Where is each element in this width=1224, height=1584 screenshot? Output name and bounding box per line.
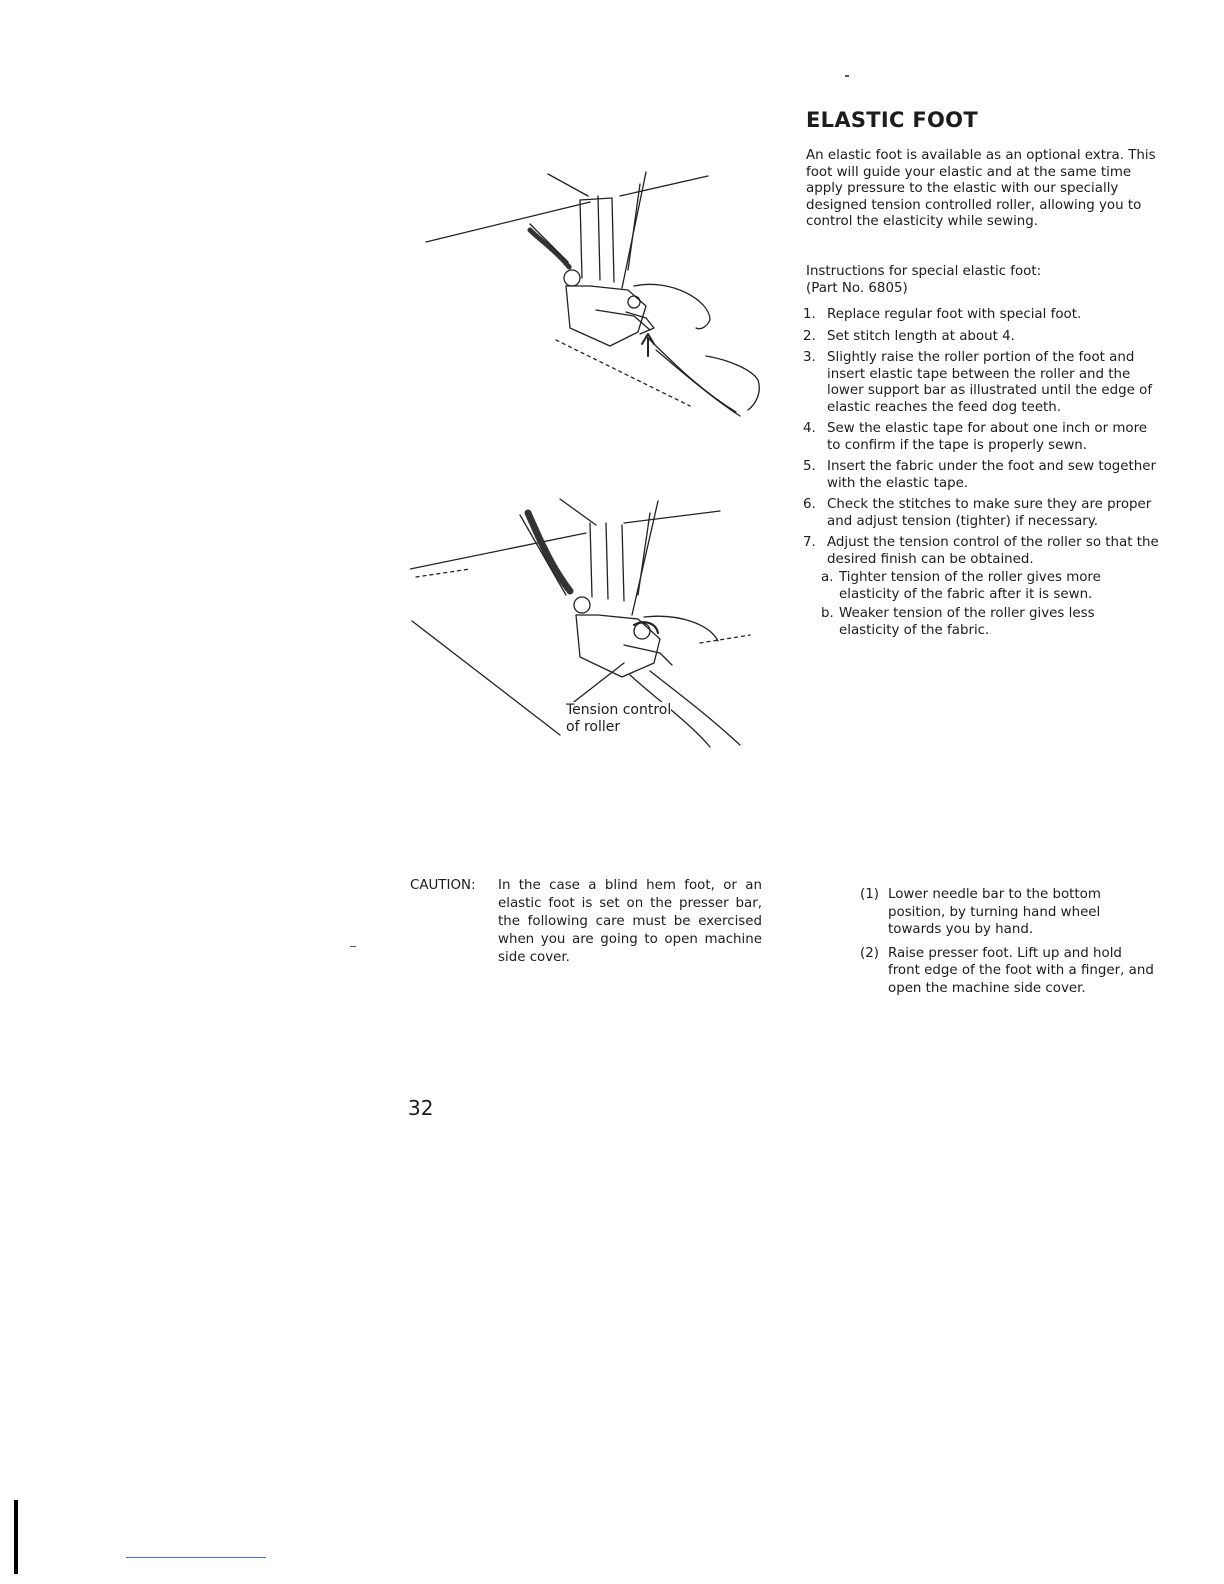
- procedure-text: Lower needle bar to the bottom position, by turning hand wheel towards you by hand.: [888, 887, 1101, 937]
- step-number: 2.: [803, 328, 816, 344]
- step-item: [803, 350, 1159, 416]
- substep-letter: b.: [821, 606, 834, 621]
- procedure-item: [860, 945, 1156, 998]
- step-text: Slightly raise the roller portion of the foot and insert elastic tape between the roller and the lower support bar as illustrated until the edge of elastic reaches the feed dog teeth.: [827, 350, 1153, 415]
- substep-letter: a.: [821, 570, 834, 585]
- caution-block: [410, 877, 762, 967]
- instructions-line-1: Instructions for special elastic foot:: [806, 264, 1042, 279]
- scan-speck: [350, 946, 356, 947]
- step-number: 5.: [803, 459, 816, 474]
- step-number: 6.: [803, 497, 816, 512]
- step-text: Check the stitches to make sure they are proper and adjust tension (tighter) if necessary.: [827, 497, 1152, 529]
- step-item: [803, 535, 1159, 568]
- page-number: 32: [408, 1096, 434, 1120]
- instructions-part-number: (Part No. 6805): [806, 280, 908, 296]
- elastic-foot-illustration-top: [420, 160, 770, 425]
- step-text: Insert the fabric under the foot and sew together with the elastic tape.: [827, 459, 1157, 491]
- step-text: Adjust the tension control of the roller so that the desired finish can be obtained.: [827, 535, 1159, 567]
- step-text: Replace regular foot with special foot.: [827, 307, 1082, 322]
- procedure-list: [860, 886, 1156, 1003]
- step-item: [803, 329, 1159, 346]
- callout-line-2: of roller: [566, 719, 621, 735]
- callout-line-1: Tension control: [566, 702, 672, 718]
- procedure-number: (1): [860, 887, 879, 902]
- step-number: 1.: [803, 307, 816, 322]
- step-item: [803, 459, 1159, 492]
- instructions-heading: [806, 264, 1158, 297]
- procedure-item: [860, 886, 1156, 939]
- step-text: Set stitch length at about 4.: [827, 328, 1015, 344]
- step-number: 4.: [803, 421, 816, 436]
- tension-control-callout: [566, 702, 671, 736]
- step-item: [803, 421, 1159, 454]
- procedure-number: (2): [860, 945, 879, 961]
- substep-text: Tighter tension of the roller gives more elasticity of the fabric after it is sewn.: [839, 570, 1101, 602]
- scan-edge-mark: [14, 1500, 18, 1574]
- substep-item: [821, 570, 1159, 603]
- scan-speck: [845, 75, 849, 77]
- caution-text: In the case a blind hem foot, or an elastic foot is set on the presser bar, the following care must be exercised when you are going to open machine side cover.: [498, 878, 762, 965]
- steps-list: [803, 307, 1159, 642]
- step-item: [803, 307, 1159, 324]
- step-number: 3.: [803, 350, 816, 365]
- scan-line: [126, 1557, 266, 1558]
- procedure-text: Raise presser foot. Lift up and hold front edge of the foot with a finger, and open the machine side cover.: [888, 945, 1154, 996]
- section-title: ELASTIC FOOT: [806, 108, 978, 132]
- intro-paragraph: An elastic foot is available as an optional extra. This foot will guide your elastic and at the same time apply pressure to the elastic with our specially designed tension controlled roller, allowing you to control the elasticity while sewing.: [806, 148, 1156, 229]
- caution-label: CAUTION:: [410, 878, 476, 893]
- step-number: 7.: [803, 535, 816, 550]
- step-item: [803, 497, 1159, 530]
- step-text: Sew the elastic tape for about one inch or more to confirm if the tape is properly sewn.: [827, 421, 1148, 453]
- substep-item: [821, 606, 1159, 639]
- substep-text: Weaker tension of the roller gives less elasticity of the fabric.: [839, 606, 1095, 638]
